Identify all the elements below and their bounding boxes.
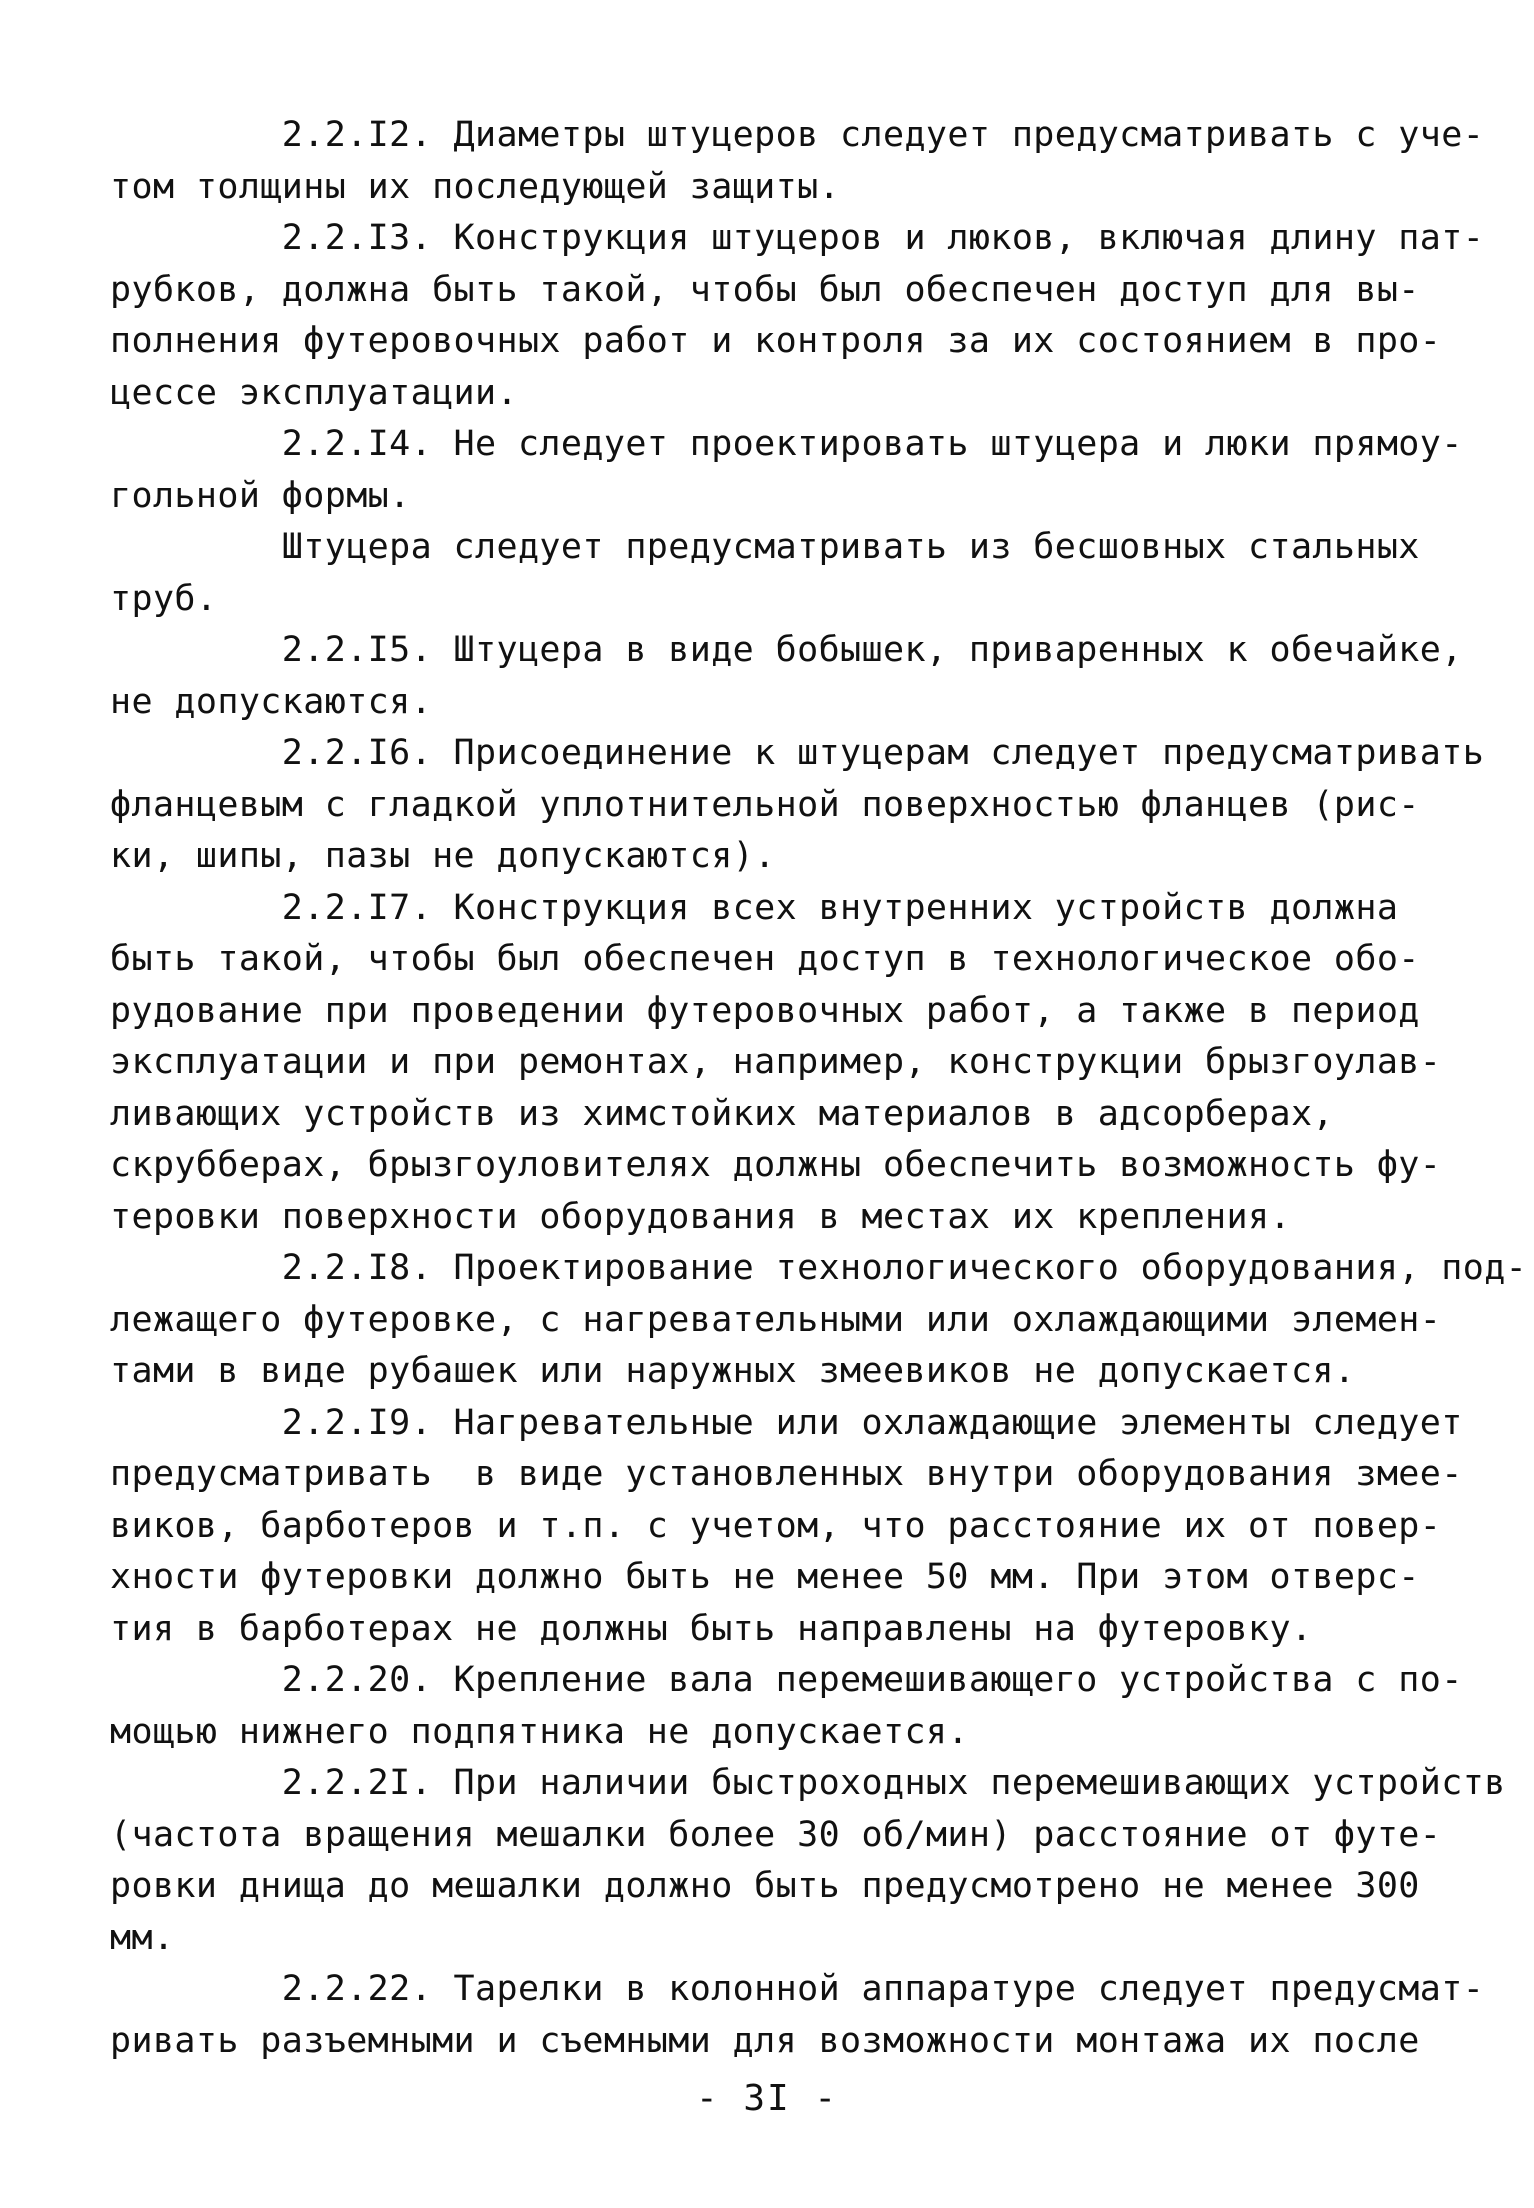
text-line: быть такой, чтобы был обеспечен доступ в технологическое обо-: [110, 939, 1420, 979]
text-line: 2.2.I4. Не следует проектировать штуцера и люки прямоу-: [110, 424, 1463, 464]
text-line: мм.: [110, 1917, 175, 1958]
text-line: предусматривать в виде установленных внутри оборудования змее-: [110, 1454, 1463, 1494]
text-line: рудование при проведении футеровочных работ, а также в период: [110, 990, 1420, 1031]
text-line: полнения футеровочных работ и контроля за их состоянием в про-: [110, 321, 1442, 361]
text-line: тия в барботерах не должны быть направлены на футеровку.: [110, 1608, 1313, 1649]
text-line: цессе эксплуатации.: [110, 372, 518, 413]
text-line: 2.2.I6. Присоединение к штуцерам следует предусматривать: [110, 733, 1485, 773]
text-line: гольной формы.: [110, 475, 411, 516]
text-line: труб.: [110, 578, 218, 619]
text-line: виков, барботеров и т.п. с учетом, что расстояние их от повер-: [110, 1505, 1442, 1546]
document-body: [110, 110, 1528, 2067]
text-line: Штуцера следует предусматривать из бесшовных стальных: [110, 527, 1420, 567]
text-line: теровки поверхности оборудования в местах их крепления.: [110, 1196, 1291, 1237]
text-line: ки, шипы, пазы не допускаются).: [110, 836, 776, 876]
text-line: 2.2.I3. Конструкция штуцеров и люков, включая длину пат-: [110, 218, 1485, 258]
text-line: (частота вращения мешалки более 30 об/мин) расстояние от футе-: [110, 1814, 1442, 1855]
text-line: 2.2.22. Тарелки в колонной аппаратуре следует предусмат-: [110, 1969, 1485, 2009]
text-line: ливающих устройств из химстойких материалов в адсорберах,: [110, 1093, 1334, 1134]
text-line: 2.2.I7. Конструкция всех внутренних устройств должна: [110, 887, 1399, 928]
text-line: не допускаются.: [110, 681, 433, 722]
page-number: - 3I -: [695, 2078, 839, 2119]
text-line: 2.2.I2. Диаметры штуцеров следует предусматривать с уче-: [110, 115, 1485, 155]
text-line: фланцевым с гладкой уплотнительной поверхностью фланцев (рис-: [110, 784, 1420, 825]
text-line: ровки днища до мешалки должно быть предусмотрено не менее 300: [110, 1866, 1420, 1906]
text-line: рубков, должна быть такой, чтобы был обеспечен доступ для вы-: [110, 269, 1420, 310]
text-line: 2.2.20. Крепление вала перемешивающего устройства с по-: [110, 1660, 1463, 1700]
text-line: скрубберах, брызгоуловителях должны обеспечить возможность фу-: [110, 1145, 1442, 1185]
text-line: 2.2.2I. При наличии быстроходных перемешивающих устройств: [110, 1763, 1506, 1803]
text-line: 2.2.I8. Проектирование технологического оборудования, под-: [110, 1248, 1528, 1288]
text-line: мощью нижнего подпятника не допускается.: [110, 1711, 969, 1752]
text-line: хности футеровки должно быть не менее 50 мм. При этом отверс-: [110, 1557, 1420, 1597]
text-line: тами в виде рубашек или наружных змеевиков не допускается.: [110, 1351, 1356, 1391]
text-line: том толщины их последующей защиты.: [110, 166, 841, 207]
text-line: 2.2.I5. Штуцера в виде бобышек, приваренных к обечайке,: [110, 630, 1463, 670]
text-line: 2.2.I9. Нагревательные или охлаждающие элементы следует: [110, 1402, 1463, 1443]
text-line: ривать разъемными и съемными для возможности монтажа их после: [110, 2020, 1420, 2061]
text-line: лежащего футеровке, с нагревательными или охлаждающими элемен-: [110, 1299, 1442, 1340]
text-line: эксплуатации и при ремонтах, например, конструкции брызгоулав-: [110, 1042, 1442, 1082]
